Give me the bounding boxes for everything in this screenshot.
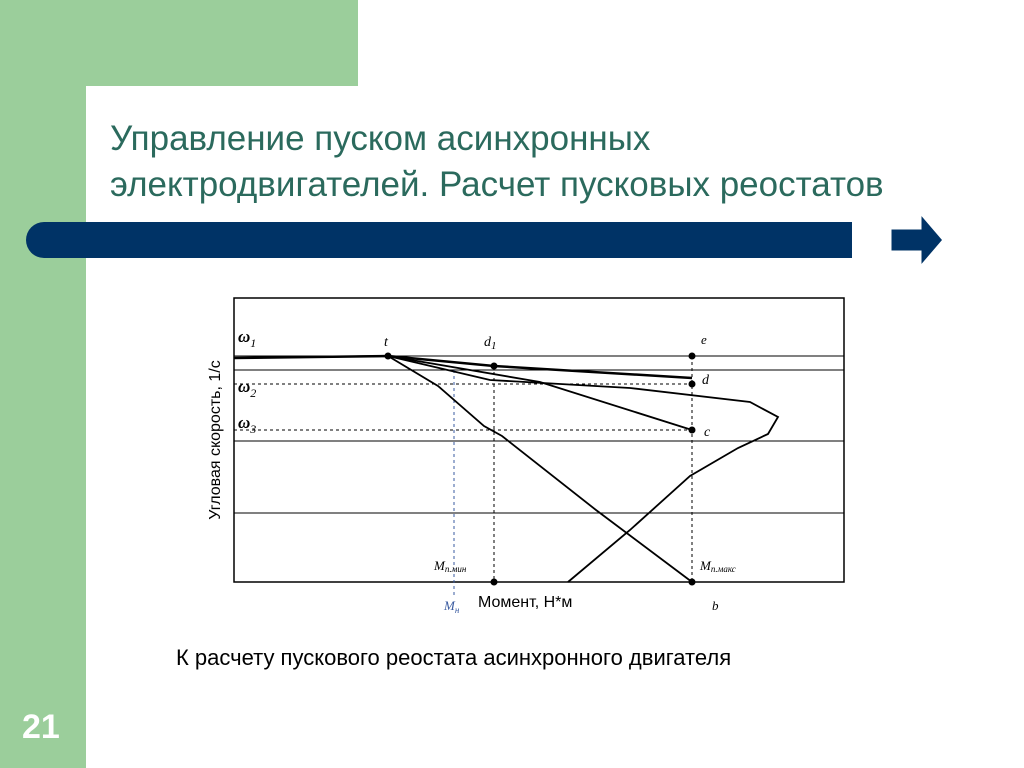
point-d [689, 381, 696, 388]
title-underline-bar [26, 222, 852, 258]
label-omega2: $\omega_2$ [238, 377, 257, 400]
slide-number: 21 [22, 708, 60, 746]
point-t [385, 353, 392, 360]
rheostat-characteristic-1 [388, 356, 778, 582]
rheostat-characteristic-2 [234, 356, 692, 430]
point-b [689, 579, 696, 586]
label-d: d [702, 373, 709, 388]
label-omega1: $\omega_1$ [238, 327, 257, 350]
slide-title-line-2: электродвигателей. Расчет пусковых реостатов [110, 165, 884, 204]
label-m-min: Mп.мин [434, 558, 467, 574]
point-m-min [491, 579, 498, 586]
plot-frame [234, 298, 844, 582]
arrow-right-icon[interactable] [888, 210, 946, 270]
speed-torque-diagram [190, 290, 860, 620]
y-axis-label: Угловая скорость, 1/с [207, 360, 224, 520]
label-e: e [701, 332, 707, 347]
label-t: t [384, 335, 388, 350]
slide-title-line-1: Управление пуском асинхронных [110, 119, 651, 158]
point-d1 [491, 363, 498, 370]
decor-green-band-top [0, 0, 358, 86]
figure-caption: К расчету пускового реостата асинхронного двигателя [176, 645, 732, 670]
label-omega3: $\omega_3$ [238, 413, 257, 436]
natural-characteristic [234, 356, 692, 378]
label-d1: $d_1$ [484, 335, 497, 352]
label-m-max: Mп.макс [700, 558, 736, 574]
slide-title [110, 116, 1010, 208]
point-c [689, 427, 696, 434]
label-b: b [712, 598, 719, 613]
x-axis-label: Момент, Н*м [478, 594, 573, 611]
label-m-nominal: $M_н$ [444, 598, 460, 615]
point-e [689, 353, 696, 360]
decor-green-band-left [0, 0, 86, 768]
label-c: c [704, 425, 711, 440]
